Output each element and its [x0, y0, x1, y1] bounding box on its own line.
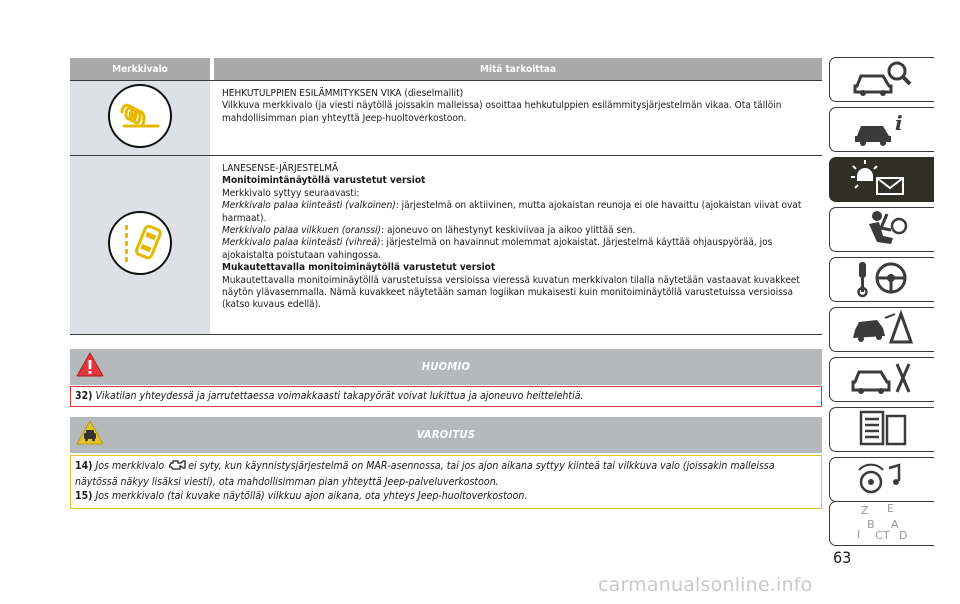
warning-body	[70, 455, 822, 509]
tab-media[interactable]	[829, 457, 934, 502]
subheading: Mukautettavalla monitoiminäytöllä varustetut versiot	[222, 262, 496, 274]
header-meaning: Mitä tarkoittaa	[214, 58, 822, 80]
note-text: Jos merkkivalo (tai kuvake näytöllä) vilkkuu ajon aikana, ota yhteys Jeep-huoltoverkostoon.	[95, 490, 528, 502]
warning-header	[70, 417, 822, 453]
warning-lights-icon	[847, 158, 917, 202]
car-info-icon	[847, 108, 917, 152]
tab-key-steering[interactable]	[829, 257, 934, 302]
key-steering-icon	[847, 258, 917, 302]
state-text: : järjestelmä on aktiivinen, mutta ajokaistan reunoja ei ole havaittu (ajokaistan viivat ovat harmaat).	[222, 200, 802, 224]
warning-lights-table	[70, 58, 822, 335]
state-label: Merkkivalo palaa kiinteästi (valkoinen)	[222, 200, 396, 212]
row-text: Mukautettavalla monitoiminäytöllä varustetuissa versioissa vieressä kuvatun merkkivalon tilalla näytetään vastaavat kuvakkeet näytön ylävasemmalla. Nämä kuvakkeet näytetään saman logiikan mukaisesti kuin monitoiminäytöllä varustetuissa versioissa (katso kuvaus edellä).	[222, 274, 800, 311]
svg-text:C: C	[875, 528, 883, 542]
svg-text:I: I	[857, 527, 861, 541]
subheading: Monitoimintänäytöllä varustetut versiot	[222, 175, 426, 187]
tab-index[interactable]	[829, 501, 934, 546]
tab-checklist[interactable]	[829, 407, 934, 452]
glow-plug-icon	[106, 82, 174, 154]
header-merkkivalo: Merkkivalo	[70, 58, 210, 80]
tab-car-info[interactable]	[829, 107, 934, 152]
svg-text:T: T	[883, 528, 890, 542]
note-text: Vikatilan yhteydessä ja jarrutettaessa voimakkaasti takapyörät voivat lukittua ja ajoneuvo heittelehtiä.	[95, 390, 584, 402]
note-text: ei syty, kun käynnistysjärjestelmä on MAR-asennossa, tai jos ajon aikana syttyy kiinteä tai vilkkuva valo (joissakin malleissa näytössä näkyy lisäksi viesti), ota mahdollisimman pian yhteyttä Jeep-palveluverkostoon.	[75, 460, 775, 488]
index-icon	[847, 502, 917, 546]
watermark: carmanualsonline.info	[598, 574, 813, 596]
car-repair-icon	[847, 358, 917, 402]
row-text: Vilkkuva merkkivalo (ja viesti näytöllä joissakin malleissa) osoittaa hehkutulppien esilämmitysjärjestelmän vikaa. Ota tällöin mahdollisimman pian yhteyttä Jeep-huoltoverkostoon.	[222, 100, 782, 124]
lanesense-icon	[106, 209, 174, 281]
note-number: 14)	[75, 460, 93, 472]
note-number: 32)	[75, 390, 93, 402]
notice-header	[70, 349, 822, 385]
row-title: LANESENSE-JÄRJESTELMÄ	[222, 163, 339, 174]
state-text: : järjestelmä on havainnut molemmat ajokaistat. Järjestelmä käyttää ohjauspyörää, jos ajokaistalta poistutaan vahingossa.	[222, 237, 773, 261]
tab-seat-safety[interactable]	[829, 207, 934, 252]
row-text: Merkkivalo syttyy seuraavasti:	[222, 187, 360, 199]
media-icon	[847, 458, 917, 502]
state-text: : ajoneuvo on lähestynyt keskiviivaa ja aikoo ylittää sen.	[381, 225, 636, 237]
notice-body	[70, 386, 822, 407]
car-search-icon	[847, 58, 917, 102]
checklist-icon	[847, 408, 917, 452]
tab-car-search[interactable]	[829, 57, 934, 102]
svg-text:E: E	[887, 501, 894, 515]
svg-text:i: i	[895, 110, 903, 135]
note-number: 15)	[75, 490, 93, 502]
page-number: 63	[833, 548, 852, 567]
tab-car-crash[interactable]	[829, 307, 934, 352]
notice-title: HUOMIO	[421, 360, 471, 373]
seat-safety-icon	[847, 208, 917, 252]
tab-warning-lights[interactable]	[829, 157, 934, 202]
car-crash-icon	[847, 308, 917, 352]
table-header	[70, 58, 822, 80]
state-label: Merkkivalo palaa kiinteästi (vihreä)	[222, 237, 381, 249]
svg-text:Z: Z	[861, 503, 869, 517]
warning-title: VAROITUS	[416, 428, 476, 441]
tab-car-repair[interactable]	[829, 357, 934, 402]
svg-text:A: A	[891, 517, 899, 531]
table-row	[70, 80, 822, 155]
svg-text:D: D	[899, 528, 908, 542]
table-row	[70, 155, 822, 335]
engine-warning-icon	[169, 458, 186, 475]
svg-text:B: B	[867, 517, 875, 531]
note-text: Jos merkkivalo	[95, 460, 165, 472]
row-title: HEHKUTULPPIEN ESILÄMMITYKSEN VIKA (dieselmallit)	[222, 88, 464, 99]
state-label: Merkkivalo palaa vilkkuen (oranssi)	[222, 225, 382, 237]
